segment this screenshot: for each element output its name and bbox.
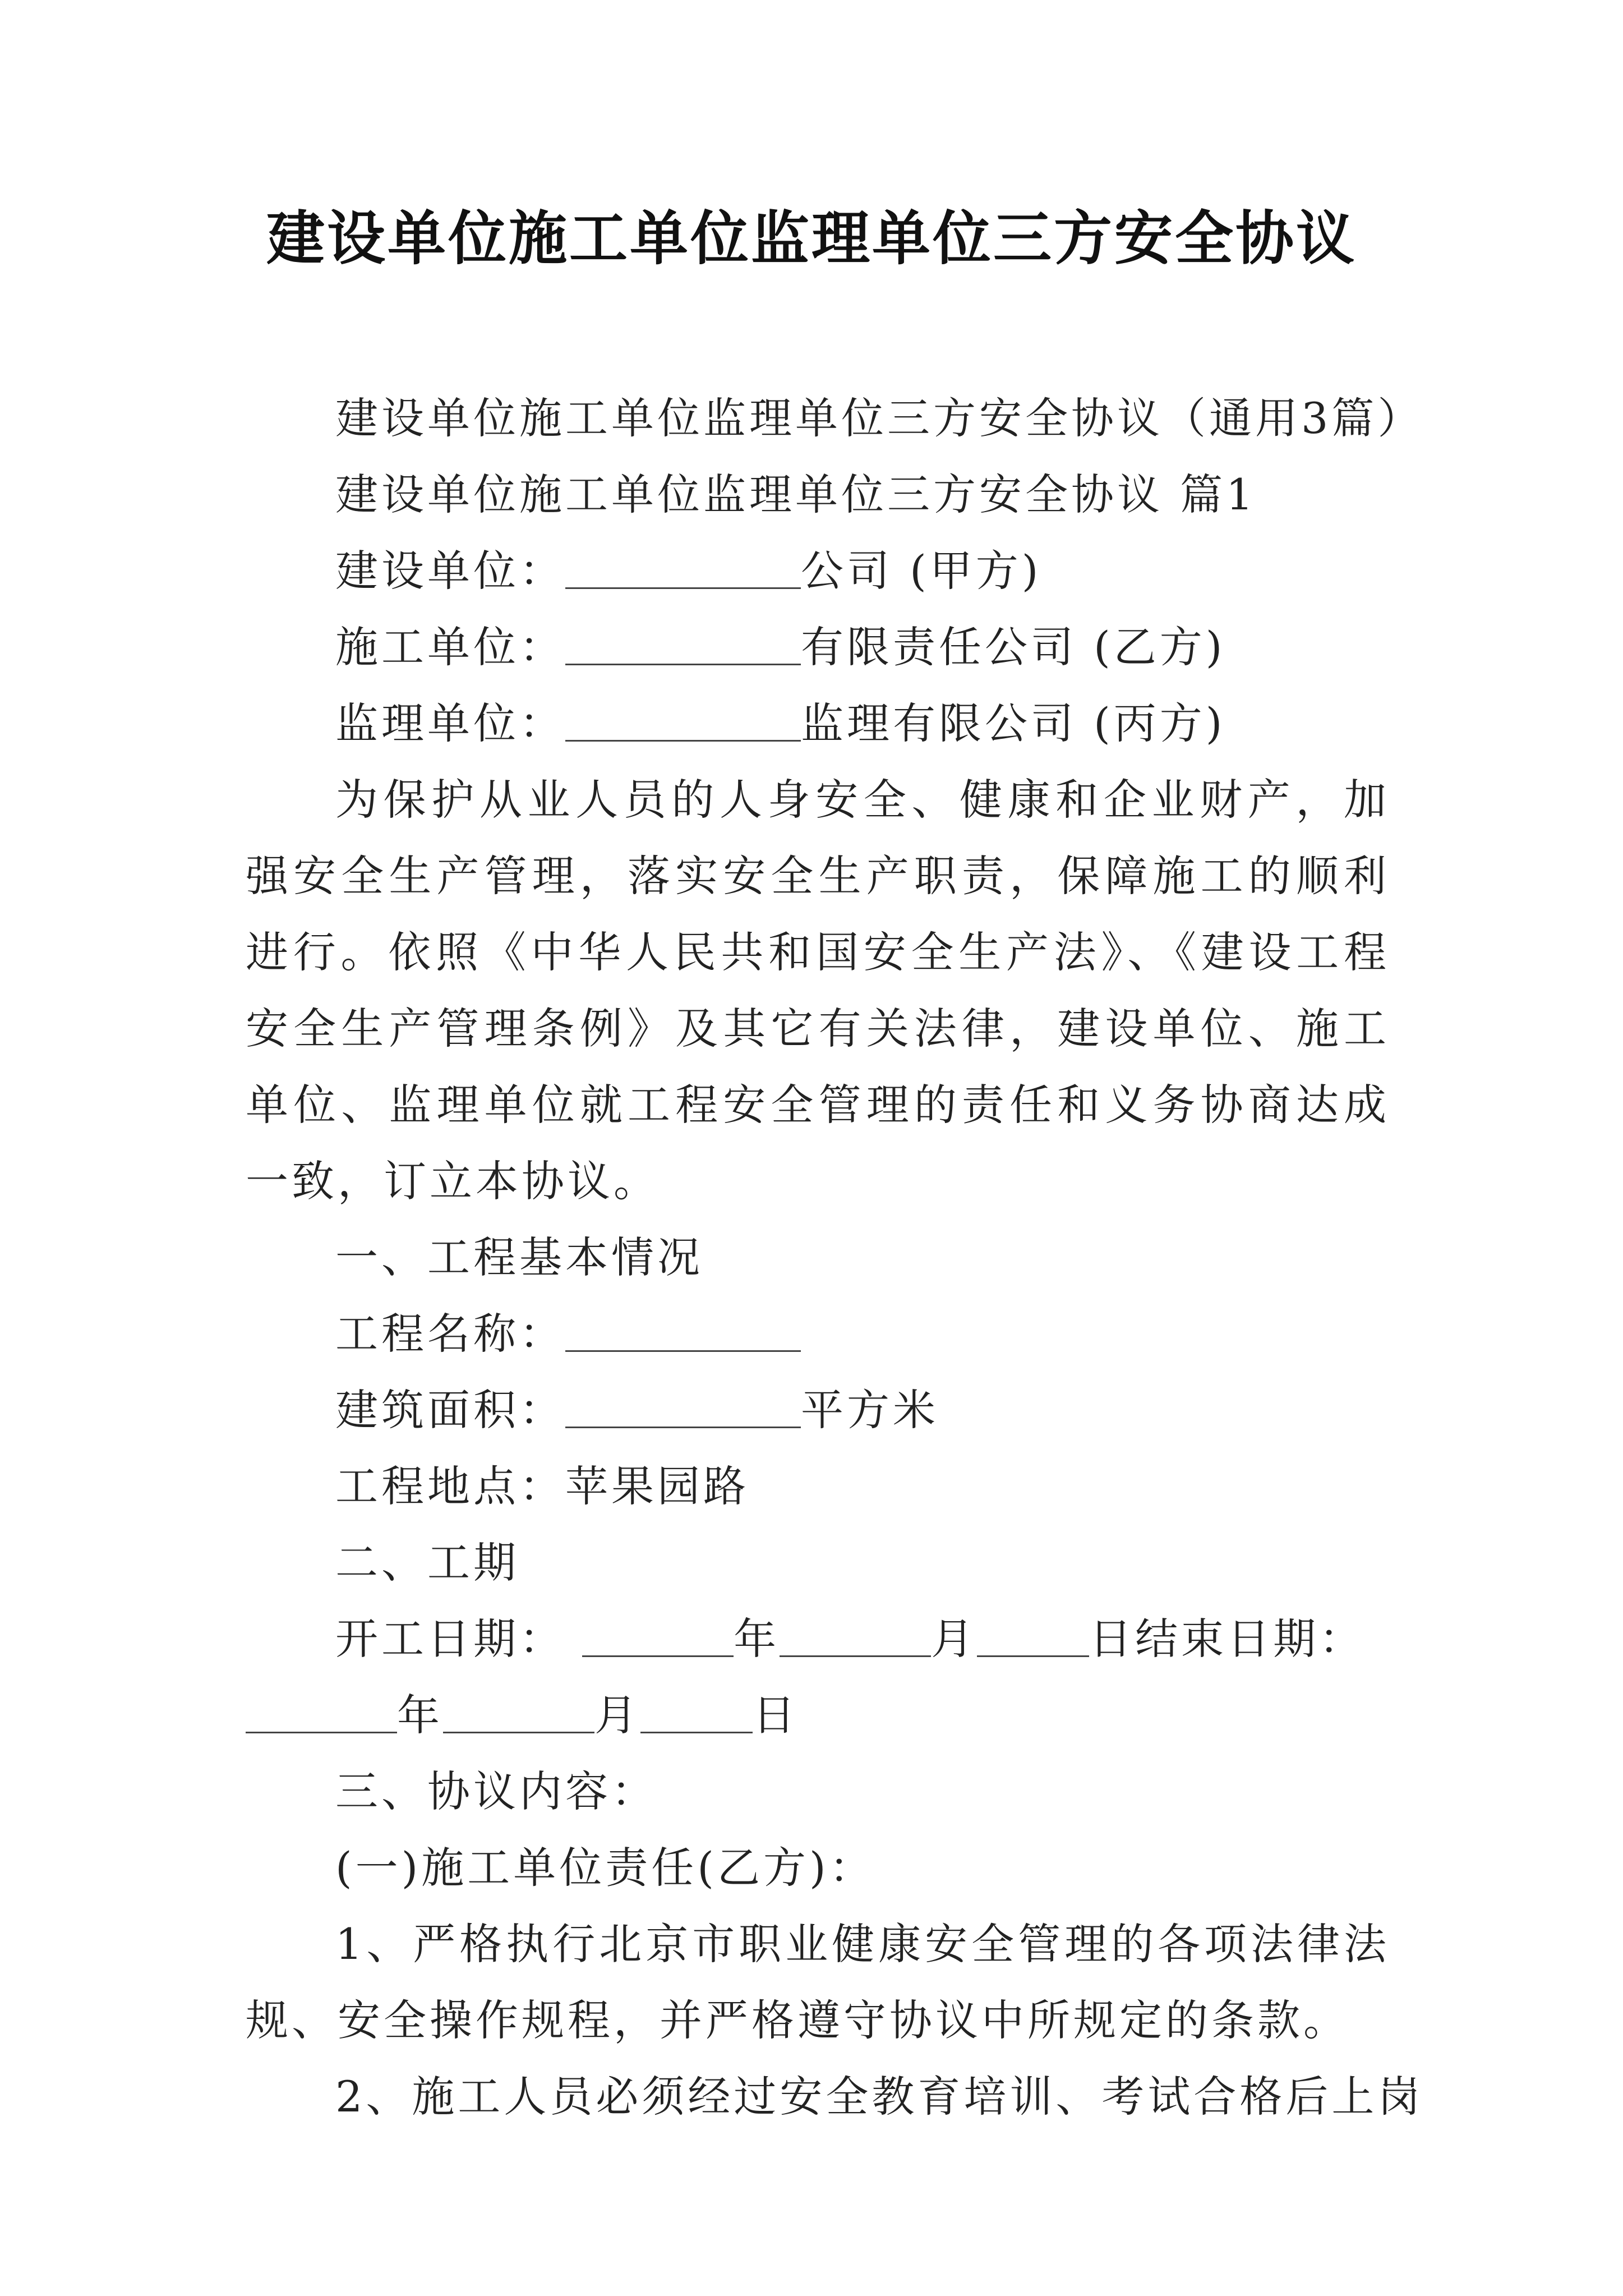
building-area-line xyxy=(246,1372,1390,1448)
project-name-blank xyxy=(565,1311,801,1352)
project-name-label: 工程名称： xyxy=(335,1309,565,1359)
party-a-line xyxy=(246,533,1390,609)
end-month-label: 月 xyxy=(594,1690,640,1740)
party-a-suffix: 公司 (甲方) xyxy=(801,546,1042,596)
party-c-suffix: 监理有限公司 (丙方) xyxy=(801,698,1226,748)
building-area-unit: 平方米 xyxy=(801,1385,939,1435)
intro-paragraph: 为保护从业人员的人身安全、健康和企业财产，加强安全生产管理，落实安全生产职责，保障施工的顺利进行。依照《中华人民共和国安全生产法》、《建设工程安全生产管理条例》及其它有关法律，建设单位、施工单位、监理单位就工程安全管理的责任和义务协商达成一致，订立本协议。 xyxy=(246,775,1390,1206)
part-heading: 建设单位施工单位监理单位三方安全协议 篇1 xyxy=(335,470,1257,519)
end-year-blank xyxy=(246,1692,397,1733)
document-title: 建设单位施工单位监理单位三方安全协议 xyxy=(266,204,1357,273)
subtitle: 建设单位施工单位监理单位三方安全协议（通用3篇） xyxy=(335,393,1424,443)
section3-heading: 三、协议内容： xyxy=(335,1766,657,1816)
end-date-line xyxy=(246,1677,1390,1754)
section1-heading: 一、工程基本情况 xyxy=(335,1232,703,1282)
start-day-blank xyxy=(977,1616,1089,1657)
party-b-blank xyxy=(565,624,801,665)
building-area-label: 建筑面积： xyxy=(335,1385,565,1435)
start-month-label: 月 xyxy=(931,1614,978,1664)
party-a-label: 建设单位： xyxy=(335,546,565,596)
party-c-line xyxy=(246,685,1390,762)
start-date-line xyxy=(246,1601,1390,1677)
party-a-blank xyxy=(565,548,801,589)
start-year-blank xyxy=(582,1616,734,1657)
start-year-label: 年 xyxy=(734,1614,780,1664)
party-c-label: 监理单位： xyxy=(335,698,565,748)
start-date-label: 开工日期： xyxy=(335,1614,565,1664)
end-year-label: 年 xyxy=(397,1690,443,1740)
party-b-label: 施工单位： xyxy=(335,622,565,672)
end-month-blank xyxy=(443,1692,594,1733)
item-1: 1、严格执行北京市职业健康安全管理的各项法律法规、安全操作规程，并严格遵守协议中所规定的条款。 xyxy=(246,1919,1390,2045)
party-c-blank xyxy=(565,701,801,742)
day-end-label: 日结束日期： xyxy=(1089,1614,1366,1664)
party-b-suffix: 有限责任公司 (乙方) xyxy=(801,622,1226,672)
document-body xyxy=(246,380,1424,2135)
building-area-blank xyxy=(565,1387,801,1428)
item-2: 2、施工人员必须经过安全教育培训、考试合格后上岗 xyxy=(335,2072,1424,2122)
party-b-line xyxy=(246,609,1390,685)
project-name-line xyxy=(246,1296,1390,1372)
section2-heading: 二、工期 xyxy=(335,1538,519,1588)
end-day-blank xyxy=(640,1692,753,1733)
end-day-label: 日 xyxy=(753,1690,799,1740)
project-location: 工程地点：苹果园路 xyxy=(335,1461,749,1511)
start-month-blank xyxy=(780,1616,931,1657)
subsection1-heading: (一)施工单位责任(乙方)： xyxy=(335,1843,875,1893)
